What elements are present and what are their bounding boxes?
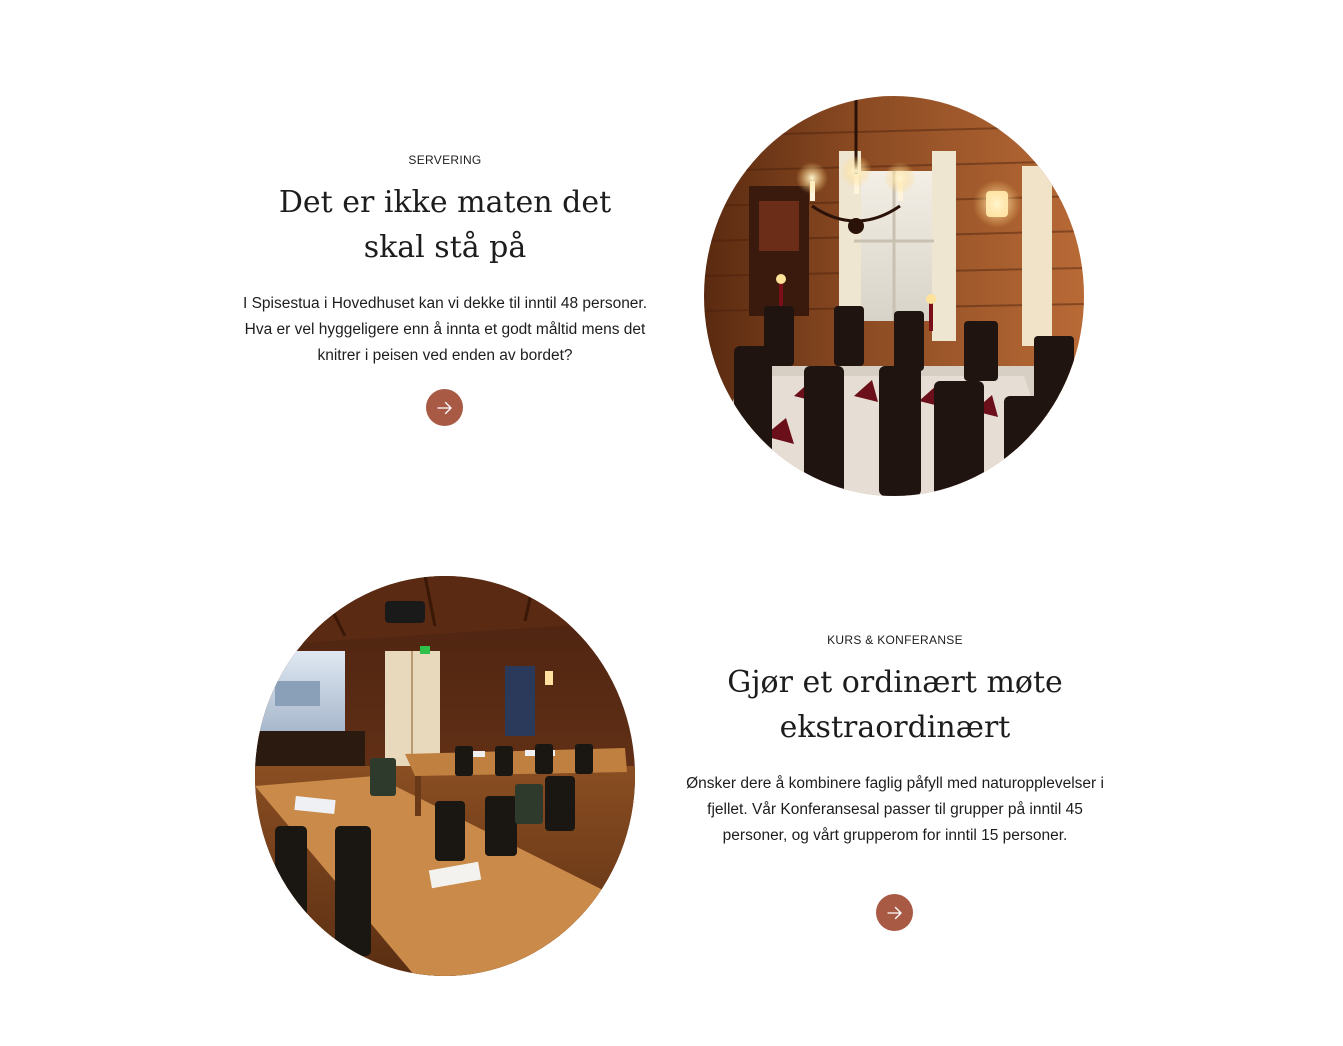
read-more-button[interactable] xyxy=(876,894,913,931)
conference-room-image xyxy=(255,576,635,976)
dining-room-image xyxy=(704,96,1084,496)
kurs-konferanse-section xyxy=(0,576,1343,976)
read-more-button[interactable] xyxy=(426,389,463,426)
servering-section xyxy=(0,96,1343,496)
section-heading: Gjør et ordinært møte ekstraordinært xyxy=(727,665,1063,745)
section-description: Ønsker dere å kombinere faglig påfyll med naturopplevelser i fjellet. Vår Konferansesal passer til grupper på inntil 45 personer, og vårt grupperom for inntil 15 personer. xyxy=(686,775,1104,844)
section-description: I Spisestua i Hovedhuset kan vi dekke til inntil 48 personer. Hva er vel hyggeligere enn å innta et godt måltid mens det knitrer i peisen ved enden av bordet? xyxy=(242,295,648,364)
section-eyebrow: KURS & KONFERANSE xyxy=(827,633,963,647)
section-eyebrow: SERVERING xyxy=(408,153,482,167)
section-heading: Det er ikke maten det skal stå på xyxy=(278,185,612,265)
conference-room-photo xyxy=(255,576,635,976)
arrow-right-icon xyxy=(437,401,453,415)
arrow-right-icon xyxy=(887,906,903,920)
dining-room-photo xyxy=(704,96,1084,496)
